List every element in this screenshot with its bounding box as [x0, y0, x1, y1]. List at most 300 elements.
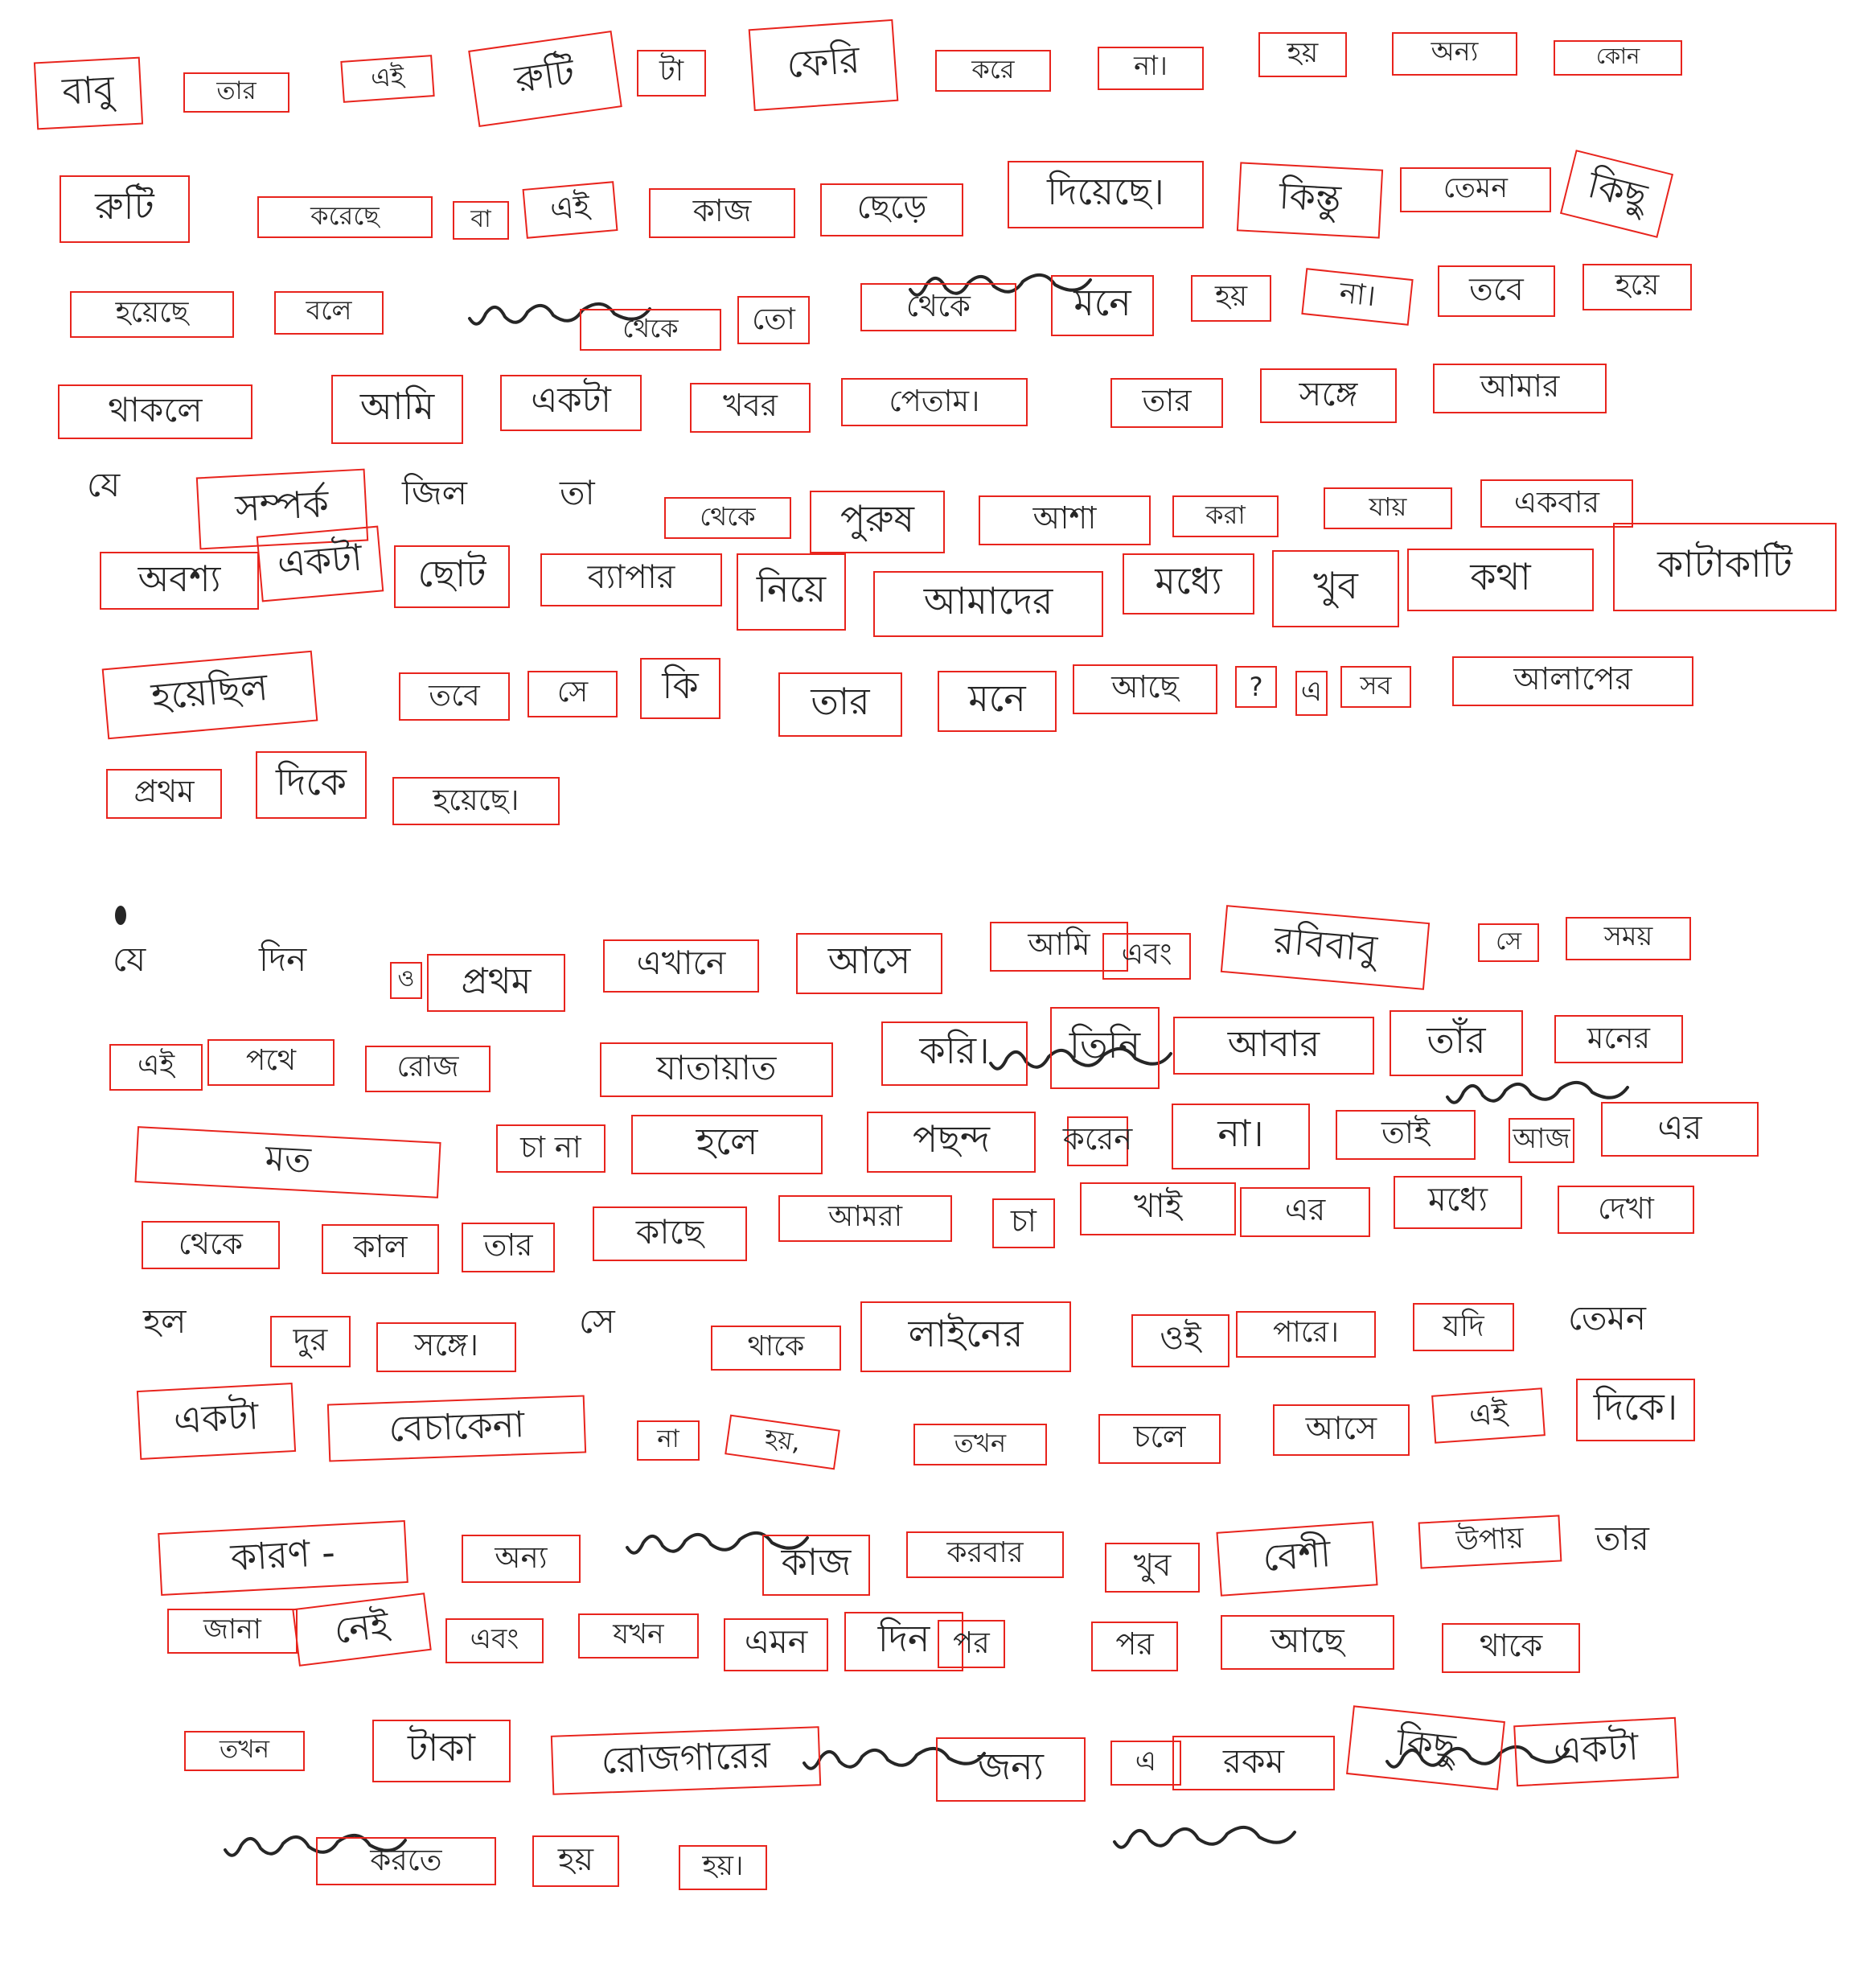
- word-box: [1513, 1717, 1679, 1786]
- word-box: [1452, 656, 1693, 706]
- word-box: [820, 183, 963, 236]
- word-text: যখন: [613, 1618, 664, 1650]
- word-text: পর: [953, 1624, 990, 1660]
- word-text: তার: [483, 1227, 533, 1264]
- word-text: কিন্তু: [1278, 174, 1343, 220]
- word-text: দেখা: [1598, 1190, 1654, 1226]
- word-text: হয়: [557, 1841, 594, 1878]
- word-box: [1110, 378, 1223, 428]
- word-text: বেচাকেনা: [388, 1403, 526, 1450]
- word-text: কাজ: [692, 193, 752, 229]
- word-text: করা: [1205, 499, 1246, 530]
- word-box: [1235, 666, 1277, 708]
- word-box: [462, 1535, 581, 1583]
- word-box: [453, 201, 509, 240]
- word-box: [1400, 167, 1551, 212]
- word-text: থাকলে: [108, 389, 203, 430]
- word-text: খাই: [1133, 1186, 1182, 1225]
- word-box: [1236, 1311, 1376, 1358]
- word-text: তবে: [429, 676, 480, 713]
- word-text: সময়: [1603, 920, 1653, 952]
- word-text: কাছে: [635, 1211, 704, 1252]
- word-box: [551, 1726, 821, 1795]
- word-text: জন্য: [978, 1745, 1044, 1788]
- word-text: ও: [397, 964, 415, 992]
- word-text: এখানে: [636, 943, 726, 982]
- word-box: [500, 375, 642, 431]
- word-box: [1576, 1379, 1695, 1441]
- unboxed-word: দিন: [259, 939, 307, 979]
- word-box: [527, 671, 618, 717]
- word-box: [331, 375, 463, 444]
- word-box: [867, 1112, 1036, 1173]
- word-text: মনে: [968, 676, 1026, 720]
- word-box: [873, 571, 1103, 637]
- word-text: দিকে: [276, 760, 347, 804]
- word-text: রবিবাবু: [1271, 918, 1379, 971]
- word-text: ছেড়ে: [856, 187, 927, 226]
- word-box: [58, 384, 252, 439]
- word-text: আমরা: [827, 1200, 903, 1233]
- word-text: তবে: [1469, 271, 1524, 308]
- word-box: [938, 671, 1057, 732]
- word-box: [322, 1224, 439, 1274]
- word-text: না: [657, 1424, 679, 1453]
- unboxed-word: যে: [113, 939, 146, 979]
- word-box: [1172, 495, 1279, 537]
- word-box: [603, 939, 759, 993]
- word-box: [106, 769, 222, 819]
- word-box: [725, 1415, 840, 1470]
- word-text: এই: [137, 1049, 175, 1082]
- word-text: আসে: [1305, 1410, 1377, 1447]
- word-box: [600, 1042, 833, 1097]
- word-text: তখন: [219, 1735, 270, 1764]
- word-box: [256, 751, 367, 819]
- word-box: [1566, 917, 1691, 960]
- word-text: এই: [1468, 1394, 1509, 1433]
- word-text: দিন: [877, 1617, 930, 1660]
- word-box: [711, 1326, 841, 1371]
- word-text: এ: [1300, 676, 1323, 708]
- word-box: [860, 283, 1016, 331]
- word-text: দিকে।: [1593, 1385, 1678, 1428]
- word-box: [1172, 1736, 1335, 1790]
- word-text: একটা: [172, 1394, 260, 1442]
- word-text: না।: [1134, 50, 1168, 81]
- word-box: [1407, 549, 1594, 611]
- word-text: কোন: [1595, 44, 1640, 69]
- word-box: [445, 1618, 544, 1663]
- word-text: রুটি: [512, 50, 577, 101]
- word-box: [1110, 1741, 1181, 1786]
- word-text: অন্য: [495, 1539, 548, 1575]
- word-box: [737, 553, 846, 631]
- word-text: চা না: [520, 1128, 581, 1165]
- word-box: [1582, 264, 1692, 310]
- word-box: [1221, 905, 1430, 990]
- word-text: নেই: [331, 1603, 392, 1652]
- word-text: আমার: [1480, 368, 1560, 405]
- word-text: না।: [1337, 276, 1377, 314]
- word-text: মধ্যে: [1155, 559, 1222, 602]
- word-box: [690, 383, 811, 433]
- word-box: [1098, 47, 1204, 90]
- word-text: হয়: [1214, 280, 1248, 313]
- word-box: [142, 1221, 280, 1269]
- word-text: ছোট: [417, 552, 486, 595]
- word-text: ব্যাপার: [587, 557, 675, 596]
- word-text: একবার: [1513, 483, 1600, 520]
- word-box: [102, 651, 318, 739]
- word-box: [540, 553, 722, 606]
- word-text: কিছু: [1394, 1720, 1458, 1770]
- word-box: [523, 181, 618, 239]
- word-text: টা: [659, 55, 683, 88]
- word-text: সব: [1360, 670, 1392, 701]
- word-text: সঙ্গে।: [413, 1327, 479, 1363]
- word-text: করেন: [1062, 1121, 1133, 1157]
- word-box: [158, 1520, 408, 1596]
- word-box: [649, 188, 795, 238]
- word-text: পথে: [245, 1044, 297, 1077]
- word-box: [1480, 479, 1633, 528]
- word-box: [1050, 1007, 1160, 1089]
- word-box: [1221, 1615, 1394, 1670]
- word-text: তিনি: [1069, 1023, 1141, 1067]
- word-box: [372, 1720, 511, 1782]
- scribble-mark: [1115, 1827, 1295, 1848]
- word-box: [1340, 666, 1411, 708]
- word-text: মত: [264, 1138, 312, 1182]
- word-box: [664, 497, 791, 539]
- word-text: আছে: [1111, 669, 1179, 705]
- word-text: আছে: [1271, 1620, 1344, 1660]
- word-box: [292, 1593, 432, 1667]
- word-text: নিয়ে: [756, 567, 827, 610]
- word-box: [1558, 1186, 1694, 1234]
- word-box: [1191, 275, 1271, 322]
- word-box: [1073, 664, 1217, 714]
- word-box: [1237, 162, 1383, 238]
- word-text: খবর: [723, 388, 778, 424]
- word-text: হয়েছিল: [150, 664, 270, 719]
- word-text: হয়েছে: [115, 296, 189, 329]
- word-box: [390, 962, 422, 999]
- word-text: হয়ে: [1615, 269, 1660, 302]
- unboxed-word: হল: [143, 1301, 187, 1341]
- word-text: এ: [1135, 1745, 1157, 1778]
- word-box: [1442, 1623, 1580, 1673]
- word-text: এমন: [744, 1622, 808, 1661]
- unboxed-word: তা: [560, 473, 595, 512]
- word-box: [796, 933, 942, 994]
- word-box: [1394, 1176, 1522, 1229]
- word-box: [468, 31, 622, 127]
- word-text: হয়।: [702, 1850, 744, 1882]
- word-text: প্রথম: [461, 960, 532, 1002]
- word-text: তার: [1142, 383, 1192, 419]
- word-text: আমাদের: [923, 579, 1053, 623]
- word-text: সে: [1496, 927, 1521, 956]
- word-text: পেতাম।: [889, 382, 980, 418]
- word-box: [679, 1845, 767, 1890]
- word-box: [1478, 923, 1539, 962]
- word-box: [593, 1206, 747, 1261]
- word-text: একটা: [275, 535, 364, 586]
- word-text: করবার: [946, 1536, 1024, 1569]
- word-text: আলাপের: [1513, 661, 1632, 697]
- word-text: এবং: [1121, 938, 1172, 971]
- word-box: [913, 1424, 1047, 1465]
- word-text: চা: [1011, 1203, 1037, 1239]
- word-box: [532, 1835, 619, 1887]
- word-text: আশা: [1032, 500, 1097, 536]
- word-text: রোজ: [396, 1050, 459, 1083]
- word-text: পছন্দ: [912, 1117, 990, 1161]
- word-box: [810, 491, 945, 553]
- word-box: [137, 1383, 296, 1460]
- word-box: [1554, 40, 1682, 76]
- unboxed-word: তেমন: [1568, 1298, 1646, 1338]
- word-text: হয়েছে।: [433, 781, 519, 817]
- word-box: [1258, 32, 1347, 77]
- word-box: [184, 1731, 305, 1771]
- word-box: [1601, 1102, 1759, 1157]
- word-text: যদি: [1443, 1307, 1484, 1343]
- word-text: পারে।: [1273, 1316, 1339, 1349]
- word-box: [1301, 268, 1413, 326]
- word-text: যাতায়াত: [656, 1047, 777, 1087]
- word-text: আবার: [1227, 1022, 1320, 1065]
- word-box: [316, 1837, 496, 1885]
- word-box: [207, 1039, 335, 1086]
- word-box: [270, 1316, 351, 1367]
- word-box: [109, 1044, 203, 1091]
- word-box: [1102, 933, 1191, 980]
- word-box: [496, 1124, 605, 1173]
- word-text: এই: [369, 60, 405, 94]
- word-box: [578, 1613, 699, 1659]
- word-box: [327, 1395, 586, 1461]
- word-box: [134, 1126, 441, 1198]
- word-box: [427, 954, 565, 1012]
- word-text: মনের: [1587, 1019, 1651, 1055]
- word-text: আমি: [1028, 927, 1090, 963]
- word-text: কাজ: [781, 1540, 852, 1584]
- word-box: [778, 672, 902, 737]
- word-text: পুরুষ: [840, 497, 914, 541]
- word-text: তাঁর: [1426, 1018, 1486, 1062]
- word-text: আসে: [827, 939, 911, 982]
- word-text: হলে: [696, 1120, 758, 1163]
- word-text: বা: [470, 205, 491, 233]
- word-box: [183, 72, 289, 113]
- word-box: [762, 1535, 870, 1596]
- word-box: [394, 545, 510, 608]
- word-box: [749, 19, 899, 111]
- word-text: একটা: [531, 380, 611, 421]
- word-box: [1295, 671, 1328, 716]
- word-box: [1418, 1515, 1562, 1568]
- word-box: [1324, 487, 1452, 529]
- ink-blot: [115, 906, 126, 925]
- word-box: [1390, 1010, 1523, 1076]
- word-box: [376, 1322, 516, 1372]
- word-box: [462, 1223, 555, 1272]
- word-text: দিয়েছে।: [1047, 170, 1164, 213]
- unboxed-word: তার: [1595, 1519, 1649, 1558]
- word-text: আজ: [1513, 1123, 1570, 1155]
- word-box: [70, 291, 234, 338]
- word-text: কি: [662, 664, 699, 707]
- word-box: [1260, 368, 1397, 423]
- word-box: [1336, 1110, 1476, 1160]
- word-box: [1392, 32, 1517, 76]
- word-box: [1105, 1543, 1200, 1593]
- word-text: ওই: [1160, 1318, 1201, 1357]
- word-box: [34, 57, 143, 130]
- word-box: [365, 1046, 491, 1092]
- word-text: থাকে: [1479, 1628, 1543, 1664]
- word-text: এর: [1657, 1107, 1702, 1147]
- word-text: রোজগারের: [600, 1733, 771, 1782]
- word-box: [1062, 1116, 1133, 1166]
- word-box: [1216, 1521, 1377, 1596]
- word-text: কথা: [1470, 555, 1531, 598]
- word-box: [1273, 1404, 1410, 1456]
- word-box: [1509, 1118, 1574, 1163]
- word-text: পর: [1115, 1626, 1154, 1663]
- word-text: চলে: [1133, 1419, 1186, 1455]
- word-box: [399, 672, 510, 721]
- word-text: লাইনের: [908, 1312, 1024, 1355]
- word-box: [392, 777, 560, 825]
- word-text: খুব: [1133, 1548, 1172, 1584]
- word-box: [1123, 553, 1254, 615]
- word-box: [1413, 1303, 1514, 1351]
- word-text: হয়,: [762, 1424, 803, 1457]
- word-box: [1008, 161, 1204, 228]
- word-box: [340, 55, 434, 103]
- word-text: হয়: [1287, 37, 1319, 69]
- word-text: সম্পর্ক: [234, 482, 330, 531]
- word-text: থেকে: [700, 501, 756, 532]
- word-box: [1433, 364, 1607, 413]
- word-box: [938, 1620, 1005, 1668]
- word-box: [1172, 1104, 1310, 1169]
- word-text: ?: [1249, 672, 1263, 702]
- word-box: [60, 175, 190, 243]
- word-box: [274, 291, 384, 335]
- word-text: কিছু: [1583, 162, 1652, 220]
- word-text: উপায়: [1455, 1521, 1525, 1559]
- word-text: এর: [1284, 1192, 1326, 1228]
- word-text: কাল: [353, 1229, 408, 1265]
- word-text: রুটি: [95, 184, 154, 228]
- word-text: থেকে: [178, 1225, 244, 1261]
- word-box: [1173, 1017, 1374, 1075]
- unboxed-word: যে: [87, 465, 121, 504]
- word-box: [1613, 523, 1837, 611]
- word-box: [1272, 550, 1399, 627]
- word-text: টাকা: [408, 1726, 475, 1770]
- word-box: [1240, 1187, 1370, 1237]
- word-text: তখন: [954, 1428, 1007, 1458]
- word-text: বলে: [306, 294, 352, 326]
- word-text: বাবু: [61, 67, 116, 113]
- word-box: [1560, 150, 1673, 238]
- word-text: একটা: [1552, 1724, 1640, 1773]
- unboxed-word: সে: [579, 1301, 615, 1341]
- word-text: করে: [971, 54, 1015, 84]
- word-box: [257, 196, 433, 238]
- word-text: মধ্যে: [1428, 1180, 1488, 1219]
- word-text: এই: [548, 187, 592, 228]
- word-box: [906, 1531, 1064, 1578]
- word-text: করি।: [919, 1029, 990, 1072]
- word-box: [1051, 275, 1154, 336]
- word-text: থেকে: [622, 313, 679, 343]
- word-text: সে: [556, 676, 589, 709]
- word-box: [860, 1301, 1071, 1372]
- word-text: অবশ্য: [138, 557, 221, 600]
- word-text: তার: [216, 76, 257, 105]
- word-text: করতে: [370, 1841, 442, 1877]
- word-text: সঙ্গে: [1299, 373, 1358, 413]
- word-box: [1098, 1414, 1221, 1464]
- word-box: [1438, 265, 1555, 317]
- word-text: খুব: [1313, 564, 1358, 607]
- word-box: [724, 1618, 828, 1671]
- word-text: বেশী: [1261, 1531, 1332, 1580]
- word-text: থেকে: [905, 287, 971, 323]
- word-box: [580, 309, 721, 351]
- word-box: [1131, 1314, 1229, 1367]
- word-box: [1431, 1387, 1546, 1443]
- word-box: [637, 50, 706, 97]
- word-text: প্রথম: [133, 774, 195, 810]
- word-box: [881, 1021, 1028, 1086]
- word-box: [167, 1609, 298, 1654]
- word-text: করেছে: [310, 200, 380, 231]
- word-text: যায়: [1369, 491, 1407, 522]
- word-text: কাটাকাটি: [1657, 542, 1792, 586]
- word-box: [1091, 1622, 1178, 1671]
- word-text: দুর: [293, 1321, 328, 1358]
- word-box: [100, 552, 259, 610]
- word-box: [1346, 1705, 1505, 1790]
- word-box: [992, 1198, 1055, 1248]
- word-box: [631, 1115, 823, 1174]
- word-text: তো: [752, 300, 795, 336]
- word-box: [979, 495, 1151, 545]
- word-text: কারণ -: [229, 1530, 337, 1580]
- scribble-mark: [1447, 1083, 1628, 1103]
- word-text: তেমন: [1443, 172, 1509, 204]
- word-box: [936, 1737, 1086, 1802]
- word-box: [1080, 1182, 1236, 1235]
- word-text: তাই: [1381, 1115, 1430, 1151]
- word-text: তার: [811, 680, 870, 723]
- word-box: [257, 526, 384, 602]
- unboxed-word: জিল: [402, 473, 467, 512]
- word-text: রকম: [1222, 1741, 1285, 1781]
- word-box: [778, 1195, 952, 1242]
- word-box: [737, 296, 810, 344]
- word-text: মনে: [1073, 281, 1131, 324]
- word-box: [640, 658, 720, 719]
